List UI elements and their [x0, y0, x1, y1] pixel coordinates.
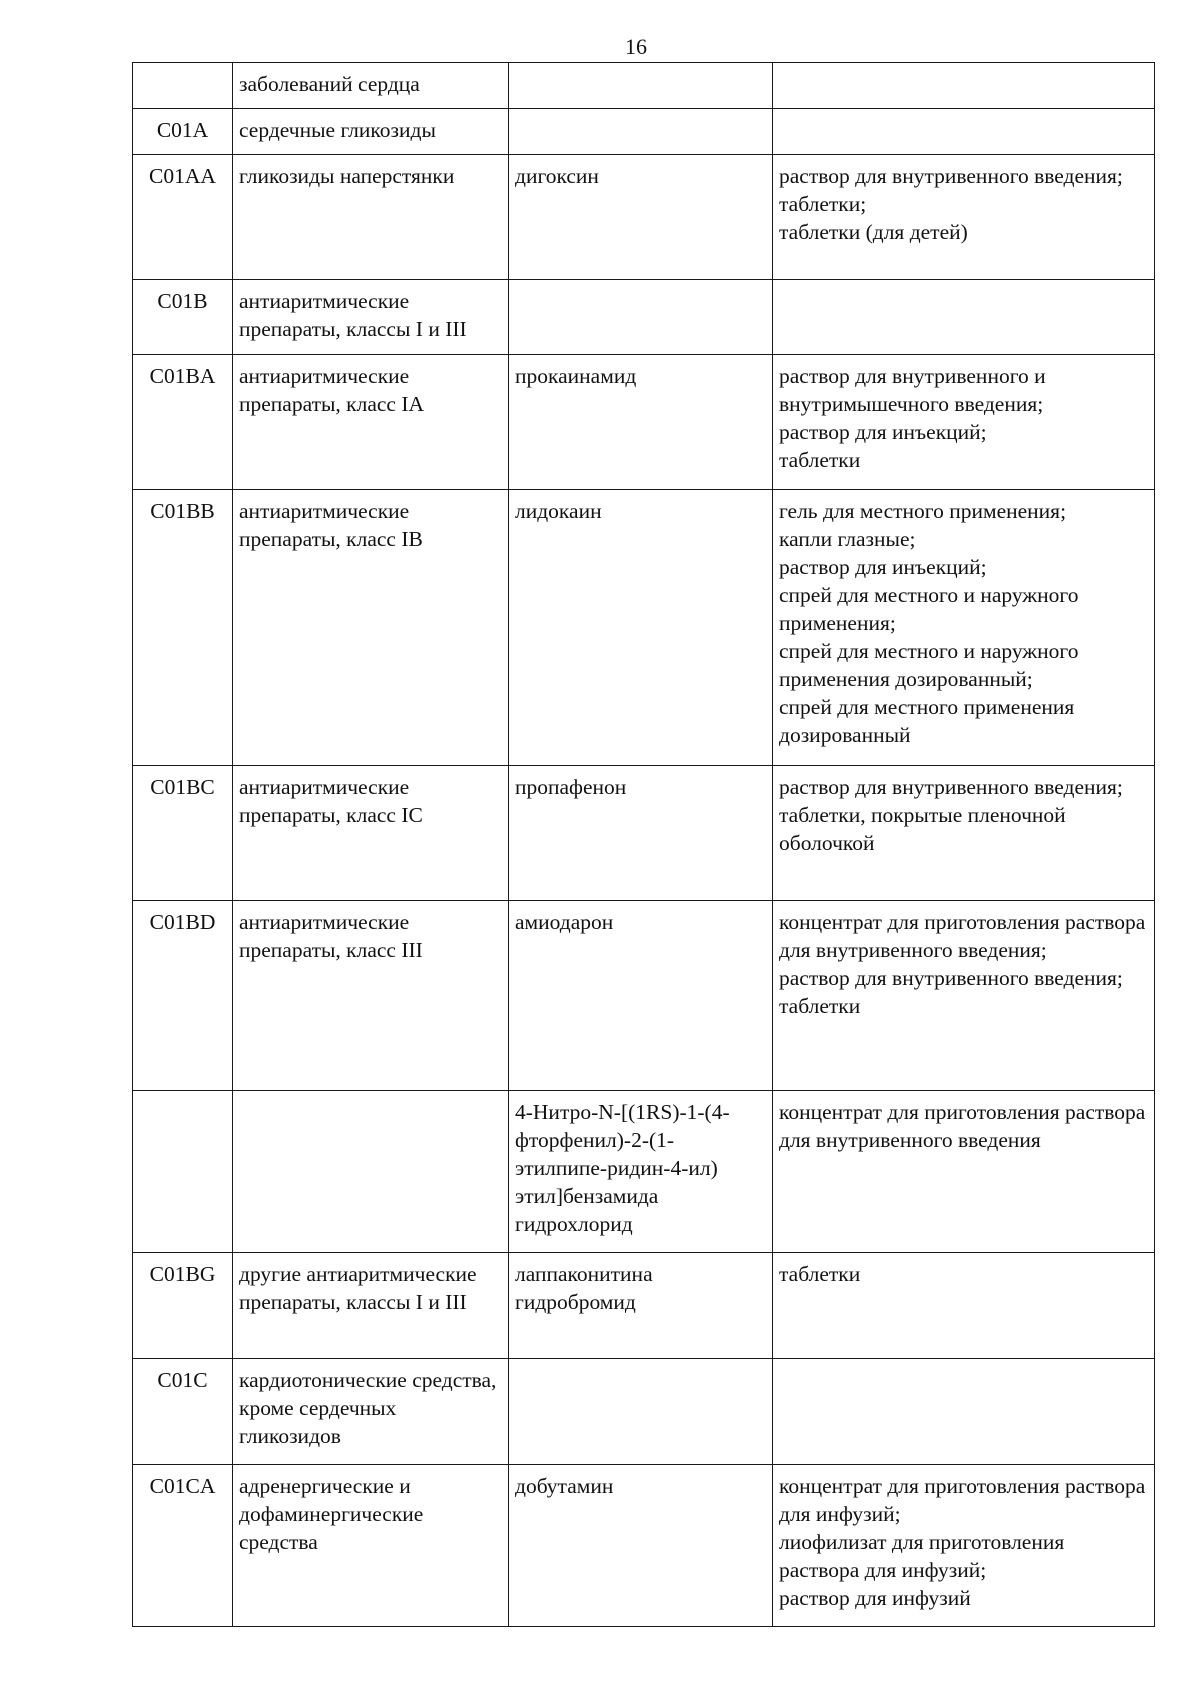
group-cell: антиаритмические препараты, класс IB [233, 490, 509, 766]
table-row [133, 1359, 1155, 1465]
table-row [133, 766, 1155, 901]
atc-code-cell [133, 63, 233, 109]
atc-code-cell: C01BB [133, 490, 233, 766]
atc-code-cell: C01CA [133, 1465, 233, 1627]
dosage-forms-cell [773, 1359, 1155, 1465]
group-cell [233, 1091, 509, 1253]
drug-cell: лидокаин [509, 490, 773, 766]
drug-cell: 4-Нитро-N-[(1RS)-1-(4-фторфенил)-2-(1-этилпипе-ридин-4-ил) этил]бензамида гидрохлорид [509, 1091, 773, 1253]
dosage-forms-cell: концентрат для приготовления раствора для внутривенного введения [773, 1091, 1155, 1253]
group-cell: антиаритмические препараты, класс IA [233, 355, 509, 490]
atc-code-cell: C01B [133, 280, 233, 355]
dosage-forms-cell [773, 63, 1155, 109]
atc-code-cell: C01C [133, 1359, 233, 1465]
dosage-forms-cell: концентрат для приготовления раствора для внутривенного введения; раствор для внутривенного введения; таблетки [773, 901, 1155, 1091]
dosage-forms-cell: гель для местного применения; капли глазные; раствор для инъекций; спрей для местного и наружного применения; спрей для местного и наружного применения дозированный; спрей для местного применения дозированный [773, 490, 1155, 766]
atc-code-cell: C01BD [133, 901, 233, 1091]
drug-cell: прокаинамид [509, 355, 773, 490]
group-cell: кардиотонические средства, кроме сердечных гликозидов [233, 1359, 509, 1465]
atc-code-cell: C01BC [133, 766, 233, 901]
atc-code-cell: C01A [133, 109, 233, 155]
group-cell: заболеваний сердца [233, 63, 509, 109]
group-cell: антиаритмические препараты, классы I и III [233, 280, 509, 355]
dosage-forms-cell: раствор для внутривенного введения; таблетки, покрытые пленочной оболочкой [773, 766, 1155, 901]
table-row [133, 490, 1155, 766]
group-cell: антиаритмические препараты, класс IC [233, 766, 509, 901]
drug-cell: дигоксин [509, 155, 773, 280]
atc-code-cell: C01BG [133, 1253, 233, 1359]
table-row [133, 1253, 1155, 1359]
group-cell: антиаритмические препараты, класс III [233, 901, 509, 1091]
table-row [133, 155, 1155, 280]
atc-code-cell: C01BA [133, 355, 233, 490]
drug-cell [509, 280, 773, 355]
table-row [133, 1091, 1155, 1253]
table-row [133, 355, 1155, 490]
group-cell: гликозиды наперстянки [233, 155, 509, 280]
drug-cell [509, 1359, 773, 1465]
atc-code-cell [133, 1091, 233, 1253]
dosage-forms-cell [773, 280, 1155, 355]
dosage-forms-cell: концентрат для приготовления раствора для инфузий; лиофилизат для приготовления раствора для инфузий; раствор для инфузий [773, 1465, 1155, 1627]
table-row [133, 63, 1155, 109]
table-row [133, 1465, 1155, 1627]
group-cell: другие антиаритмические препараты, классы I и III [233, 1253, 509, 1359]
dosage-forms-cell: таблетки [773, 1253, 1155, 1359]
drug-cell [509, 109, 773, 155]
page-number: 16 [625, 34, 647, 59]
drug-cell [509, 63, 773, 109]
table-row [133, 109, 1155, 155]
drug-cell: амиодарон [509, 901, 773, 1091]
dosage-forms-cell: раствор для внутривенного введения; таблетки; таблетки (для детей) [773, 155, 1155, 280]
table-row [133, 901, 1155, 1091]
dosage-forms-cell [773, 109, 1155, 155]
drug-table [132, 62, 1155, 1627]
drug-cell: добутамин [509, 1465, 773, 1627]
group-cell: сердечные гликозиды [233, 109, 509, 155]
table-row [133, 280, 1155, 355]
group-cell: адренергические и дофаминергические средства [233, 1465, 509, 1627]
drug-cell: пропафенон [509, 766, 773, 901]
dosage-forms-cell: раствор для внутривенного и внутримышечного введения; раствор для инъекций; таблетки [773, 355, 1155, 490]
atc-code-cell: C01AA [133, 155, 233, 280]
drug-cell: лаппаконитина гидробромид [509, 1253, 773, 1359]
